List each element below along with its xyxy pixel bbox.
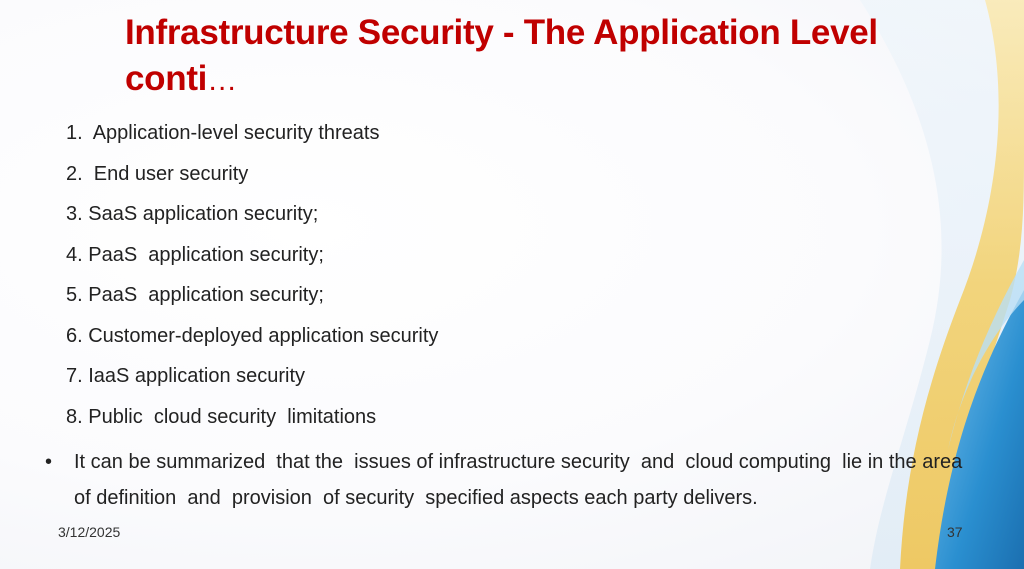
- slide-title: [125, 10, 885, 104]
- bullet-symbol: •: [45, 451, 53, 473]
- list-item: 5. PaaS application security;: [66, 284, 324, 306]
- list-item: 3. SaaS application security;: [66, 203, 319, 225]
- list-item: 8. Public cloud security limitations: [66, 405, 377, 428]
- slide-title-ellipsis: …: [207, 64, 237, 97]
- numbered-list: [66, 121, 438, 445]
- list-item: 1. Application-level security threats: [66, 122, 380, 144]
- list-item: 6. Customer-deployed application security: [66, 324, 439, 347]
- footer-date: 3/12/2025: [58, 524, 121, 540]
- page-number: 37: [947, 524, 963, 540]
- list-item: 2. End user security: [66, 162, 249, 185]
- slide-title-text: Infrastructure Security - The Application Level conti: [125, 13, 878, 98]
- summary-text: It can be summarized that the issues of infrastructure security and cloud computing lie in the area of definition and provision of security specified aspects each party delivers.: [74, 451, 974, 509]
- list-item: 7. IaaS application security: [66, 365, 306, 387]
- list-item: 4. PaaS application security;: [66, 243, 324, 266]
